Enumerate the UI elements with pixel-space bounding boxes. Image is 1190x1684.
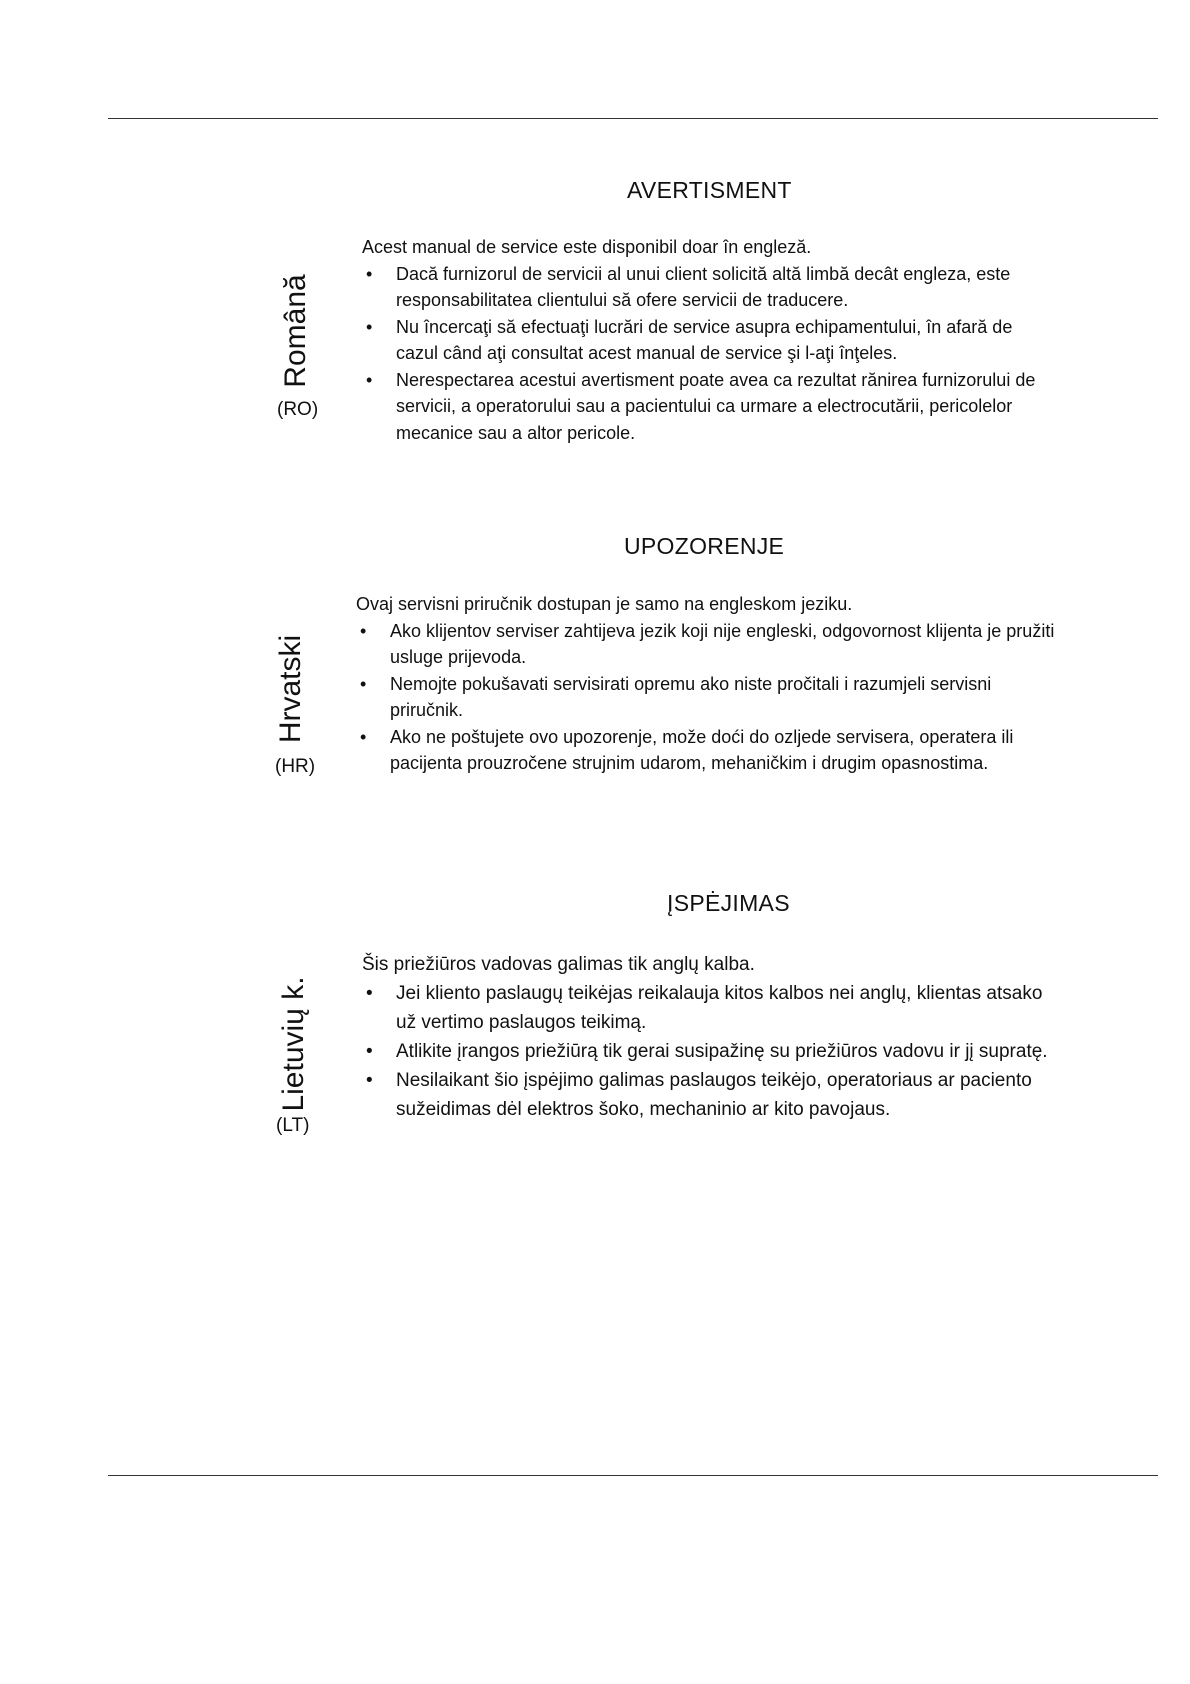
warning-heading: AVERTISMENT (627, 177, 792, 203)
bullet: • (366, 983, 373, 1004)
language-label: Română (279, 274, 312, 388)
warning-body (356, 591, 1056, 777)
intro-text: Šis priežiūros vadovas galimas tik anglų kalba. (362, 954, 755, 975)
warning-list (356, 618, 1056, 777)
bullet: • (360, 726, 367, 747)
warning-list (362, 979, 1052, 1124)
list-item-text: Ako ne poštujete ovo upozorenje, može doći do ozljede servisera, operatera ili pacijenta prouzročene strujnim udarom, mehaničkim i drugim opasnostima. (390, 726, 1014, 773)
intro-text: Acest manual de service este disponibil doar în engleză. (362, 237, 812, 257)
list-item (362, 367, 1052, 447)
warning-heading: ĮSPĖJIMAS (667, 890, 790, 916)
list-item (362, 261, 1052, 314)
list-item-text: Nerespectarea acestui avertisment poate avea ca rezultat rănirea furnizorului de servicii, a operatorului sau a pacientului ca urmare a electrocutării, pericolelor mecanice sau a altor pericole. (396, 369, 1036, 443)
list-item (362, 979, 1052, 1037)
bullet: • (366, 316, 373, 337)
list-item (362, 1037, 1052, 1066)
header-rule (108, 118, 1158, 119)
list-item (362, 1066, 1052, 1124)
list-item-text: Nesilaikant šio įspėjimo galimas paslaugos teikėjo, operatoriaus ar paciento sužeidimas dėl elektros šoko, mechaninio ar kito pavojaus. (396, 1070, 1032, 1120)
list-item (356, 671, 1056, 724)
list-item-text: Jei kliento paslaugų teikėjas reikalauja kitos kalbos nei anglų, klientas atsako už vertimo paslaugos teikimą. (396, 983, 1043, 1033)
warning-body (362, 234, 1052, 446)
warning-heading: UPOZORENJE (624, 533, 785, 559)
intro-text: Ovaj servisni priručnik dostupan je samo na engleskom jeziku. (356, 594, 853, 614)
bullet: • (366, 369, 373, 390)
language-code: (LT) (276, 1115, 310, 1136)
list-item-text: Atlikite įrangos priežiūrą tik gerai susipažinę su priežiūros vadovu ir jį supratę. (396, 1041, 1048, 1062)
language-label: Lietuvių k. (277, 976, 310, 1112)
list-item-text: Dacă furnizorul de servicii al unui client solicită altă limbă decât engleza, este responsabilitatea clientului să ofere servicii de traducere. (396, 263, 1011, 310)
language-label: Hrvatski (274, 634, 307, 744)
bullet: • (360, 673, 367, 694)
list-item-text: Nu încercaţi să efectuaţi lucrări de service asupra echipamentului, în afară de cazul când aţi consultat acest manual de service şi l-aţi înţeles. (396, 316, 1013, 363)
bullet: • (366, 1041, 373, 1062)
warning-body (362, 950, 1052, 1124)
bullet: • (360, 620, 367, 641)
list-item (362, 314, 1052, 367)
language-code: (HR) (275, 756, 316, 777)
list-item-text: Ako klijentov serviser zahtijeva jezik koji nije engleski, odgovornost klijenta je pružiti usluge prijevoda. (390, 620, 1055, 667)
language-code: (RO) (277, 399, 319, 420)
bullet: • (366, 263, 373, 284)
list-item-text: Nemojte pokušavati servisirati opremu ako niste pročitali i razumjeli servisni priručnik. (390, 673, 992, 720)
bullet: • (366, 1070, 373, 1091)
list-item (356, 724, 1056, 777)
warning-list (362, 261, 1052, 447)
footer-rule (108, 1475, 1158, 1476)
list-item (356, 618, 1056, 671)
